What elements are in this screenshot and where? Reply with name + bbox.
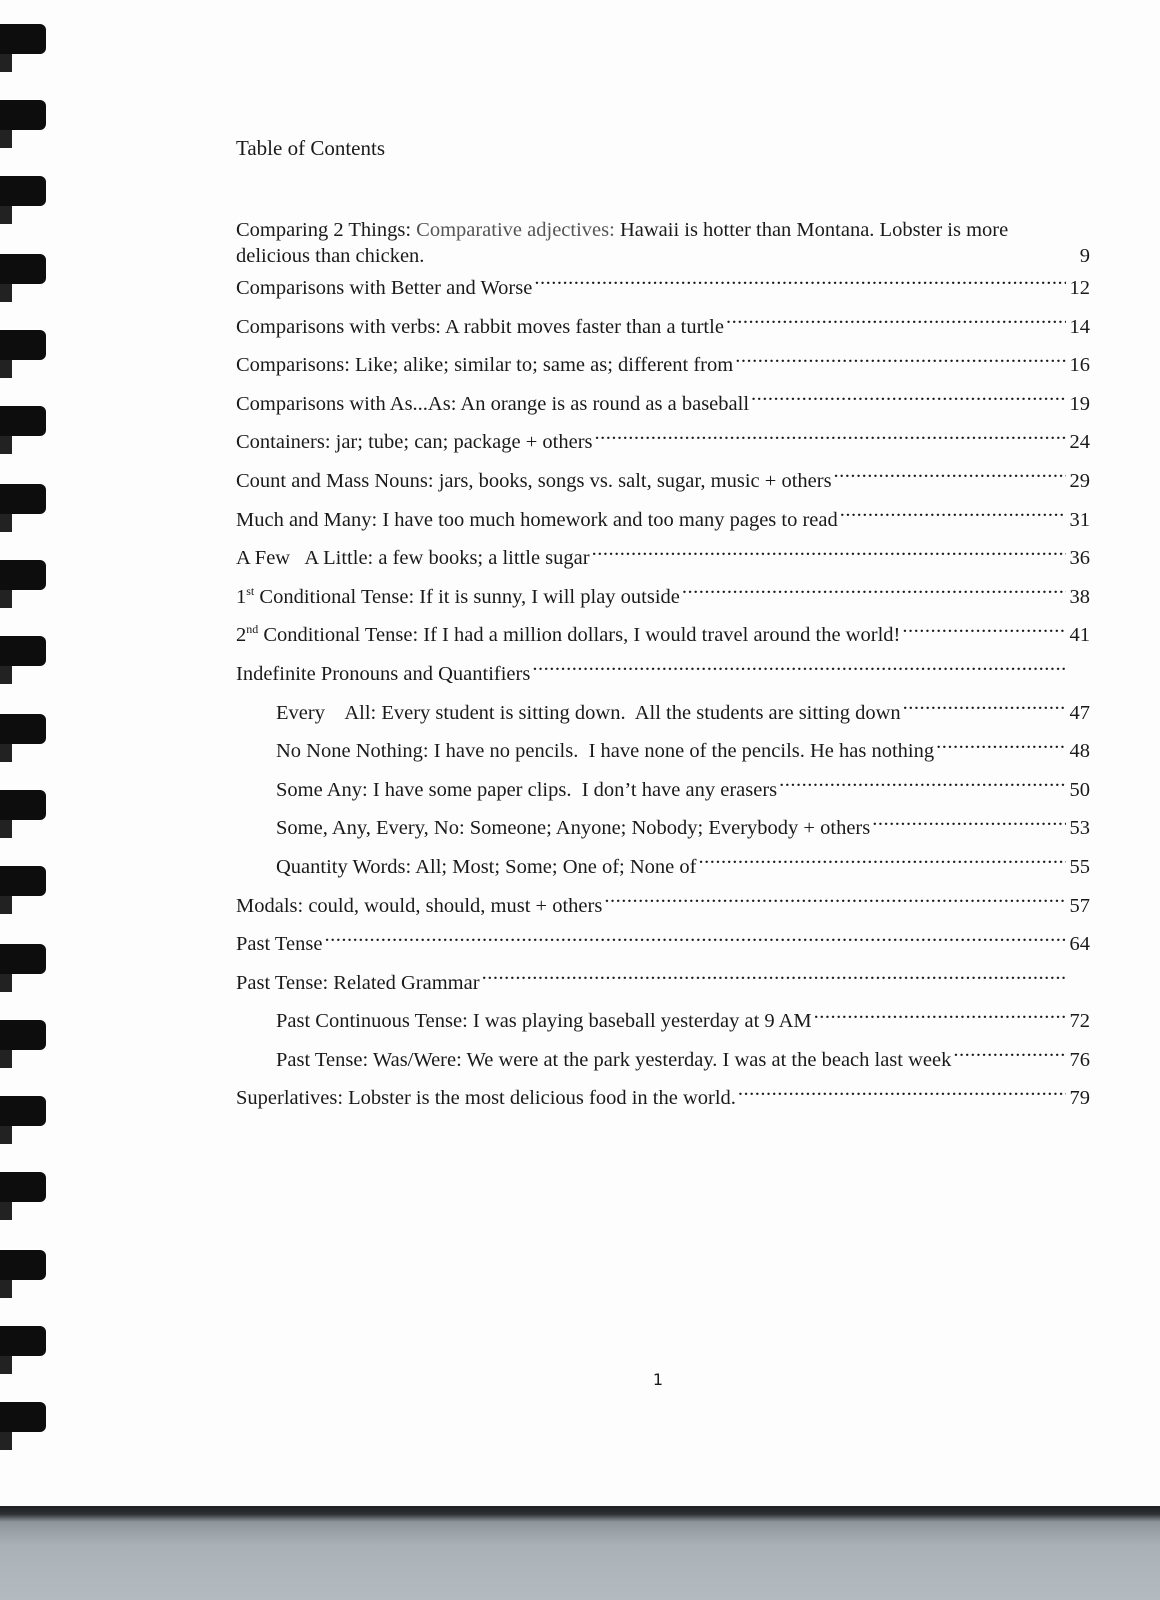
toc-entry-label: Conditional Tense: If it is sunny, I will play outside bbox=[254, 585, 680, 608]
toc-entry bbox=[236, 578, 1090, 617]
toc-page-number: 24 bbox=[1069, 431, 1090, 454]
toc-page-number: 47 bbox=[1069, 701, 1090, 724]
page-number: 1 bbox=[652, 1370, 664, 1389]
toc-entry-label: Superlatives: Lobster is the most delicious food in the world. bbox=[236, 1087, 736, 1110]
toc-page-number: 57 bbox=[1069, 894, 1090, 917]
toc-entry bbox=[236, 616, 1090, 655]
toc-entry-label: Comparing 2 Things: bbox=[236, 219, 417, 241]
toc-page-number: 36 bbox=[1069, 547, 1090, 570]
spiral-binding bbox=[0, 0, 48, 1510]
dot-leader bbox=[532, 659, 1066, 680]
dot-leader bbox=[903, 698, 1066, 719]
toc-entry-label: Past Tense: Related Grammar bbox=[236, 971, 480, 994]
dot-leader bbox=[592, 544, 1066, 565]
dot-leader bbox=[840, 505, 1066, 526]
dot-leader bbox=[735, 351, 1066, 372]
dot-leader bbox=[595, 428, 1066, 449]
toc-page-number: 41 bbox=[1069, 624, 1090, 647]
toc-entry bbox=[236, 462, 1090, 501]
toc-entry bbox=[236, 655, 1090, 694]
toc-entry bbox=[236, 1079, 1090, 1118]
toc-entry-label: 2 bbox=[236, 624, 247, 647]
toc-entry bbox=[236, 346, 1090, 385]
toc-entry bbox=[236, 501, 1090, 540]
toc-page-number: 53 bbox=[1069, 817, 1090, 840]
dot-leader bbox=[726, 312, 1066, 333]
toc-page-number: 76 bbox=[1069, 1048, 1090, 1071]
toc-page-number: 31 bbox=[1069, 508, 1090, 531]
toc-page-number: 79 bbox=[1069, 1087, 1090, 1110]
toc-entry-label: Every All: Every student is sitting down. All the students are sitting down bbox=[276, 701, 901, 724]
dot-leader bbox=[482, 968, 1066, 989]
toc-entry bbox=[236, 809, 1090, 848]
toc-entry bbox=[236, 732, 1090, 771]
toc-entry bbox=[236, 269, 1090, 308]
toc-page-number: 9 bbox=[1079, 245, 1090, 267]
toc-entry bbox=[236, 694, 1090, 733]
toc-entry bbox=[236, 771, 1090, 810]
toc-entry bbox=[236, 1041, 1090, 1080]
toc-page-number: 16 bbox=[1069, 354, 1090, 377]
toc-page-number: 12 bbox=[1069, 277, 1090, 299]
toc-entry-label: Count and Mass Nouns: jars, books, songs vs. salt, sugar, music + others bbox=[236, 469, 832, 492]
toc-entry bbox=[236, 1002, 1090, 1041]
table-of-contents bbox=[236, 136, 1090, 1118]
toc-entry-label: Comparative adjectives: bbox=[416, 219, 615, 241]
toc-entry-label: No None Nothing: I have no pencils. I have none of the pencils. He has nothing bbox=[276, 740, 935, 763]
dot-leader bbox=[834, 466, 1066, 487]
toc-entry-label: nd bbox=[246, 622, 259, 637]
dot-leader bbox=[738, 1084, 1066, 1105]
toc-entry-label: Conditional Tense: If I had a million dollars, I would travel around the world! bbox=[258, 624, 901, 647]
toc-entry-label: Some Any: I have some paper clips. I don’t have any erasers bbox=[276, 778, 778, 801]
toc-page-number: 64 bbox=[1069, 933, 1090, 956]
dot-leader bbox=[779, 775, 1066, 796]
toc-entry bbox=[236, 887, 1090, 926]
toc-page-number: 72 bbox=[1069, 1010, 1090, 1033]
toc-entry-label: Comparisons with As...As: An orange is as round as a baseball bbox=[236, 392, 750, 415]
toc-entry bbox=[236, 848, 1090, 887]
toc-entry bbox=[236, 308, 1090, 347]
toc-page-number: 19 bbox=[1069, 392, 1090, 415]
dot-leader bbox=[534, 274, 1066, 295]
toc-entry bbox=[236, 385, 1090, 424]
toc-entry-label: Hawaii is hotter than Montana. Lobster is more bbox=[614, 219, 1009, 241]
toc-entry-label: Comparisons with verbs: A rabbit moves faster than a turtle bbox=[236, 315, 724, 338]
toc-page-number: 14 bbox=[1069, 315, 1090, 338]
toc-entry-label: Past Tense bbox=[236, 933, 323, 956]
toc-title: Table of Contents bbox=[236, 136, 385, 160]
toc-entry-label: Past Continuous Tense: I was playing baseball yesterday at 9 AM bbox=[276, 1010, 812, 1033]
dot-leader bbox=[698, 852, 1066, 873]
toc-page-number: 29 bbox=[1069, 469, 1090, 492]
dot-leader bbox=[324, 930, 1066, 951]
toc-entry-label: Much and Many: I have too much homework and too many pages to read bbox=[236, 508, 838, 531]
toc-entry bbox=[236, 539, 1090, 578]
dot-leader bbox=[953, 1045, 1066, 1066]
toc-entry-label: Comparisons: Like; alike; similar to; same as; different from bbox=[236, 354, 734, 377]
dot-leader bbox=[936, 737, 1066, 758]
toc-entry-label: 1 bbox=[236, 585, 247, 608]
dot-leader bbox=[814, 1007, 1066, 1028]
toc-page-number: 55 bbox=[1069, 855, 1090, 878]
toc-entry-label: delicious than chicken. bbox=[236, 245, 425, 267]
toc-entry-label: Modals: could, would, should, must + others bbox=[236, 894, 603, 917]
toc-entry bbox=[236, 964, 1090, 1003]
toc-page-number: 48 bbox=[1069, 740, 1090, 763]
scanner-background bbox=[0, 1506, 1160, 1600]
toc-page-number: 50 bbox=[1069, 778, 1090, 801]
toc-entry bbox=[236, 213, 1090, 269]
toc-page-number: 38 bbox=[1069, 585, 1090, 608]
dot-leader bbox=[751, 389, 1066, 410]
toc-entry-label: Indefinite Pronouns and Quantifiers bbox=[236, 662, 531, 685]
toc-entry bbox=[236, 423, 1090, 462]
toc-entry-label: Quantity Words: All; Most; Some; One of; None of bbox=[276, 855, 697, 878]
dot-leader bbox=[872, 814, 1066, 835]
toc-entry bbox=[236, 925, 1090, 964]
dot-leader bbox=[682, 582, 1066, 603]
toc-entry-label: Comparisons with Better and Worse bbox=[236, 277, 533, 299]
toc-entry-label: Past Tense: Was/Were: We were at the park yesterday. I was at the beach last week bbox=[276, 1048, 952, 1071]
toc-entry-label: A Few A Little: a few books; a little sugar bbox=[236, 547, 590, 570]
toc-entry-label: Some, Any, Every, No: Someone; Anyone; Nobody; Everybody + others bbox=[276, 817, 871, 840]
dot-leader bbox=[604, 891, 1066, 912]
toc-entry-label: Containers: jar; tube; can; package + others bbox=[236, 431, 593, 454]
dot-leader bbox=[902, 621, 1066, 642]
toc-entry-label: st bbox=[246, 583, 255, 598]
